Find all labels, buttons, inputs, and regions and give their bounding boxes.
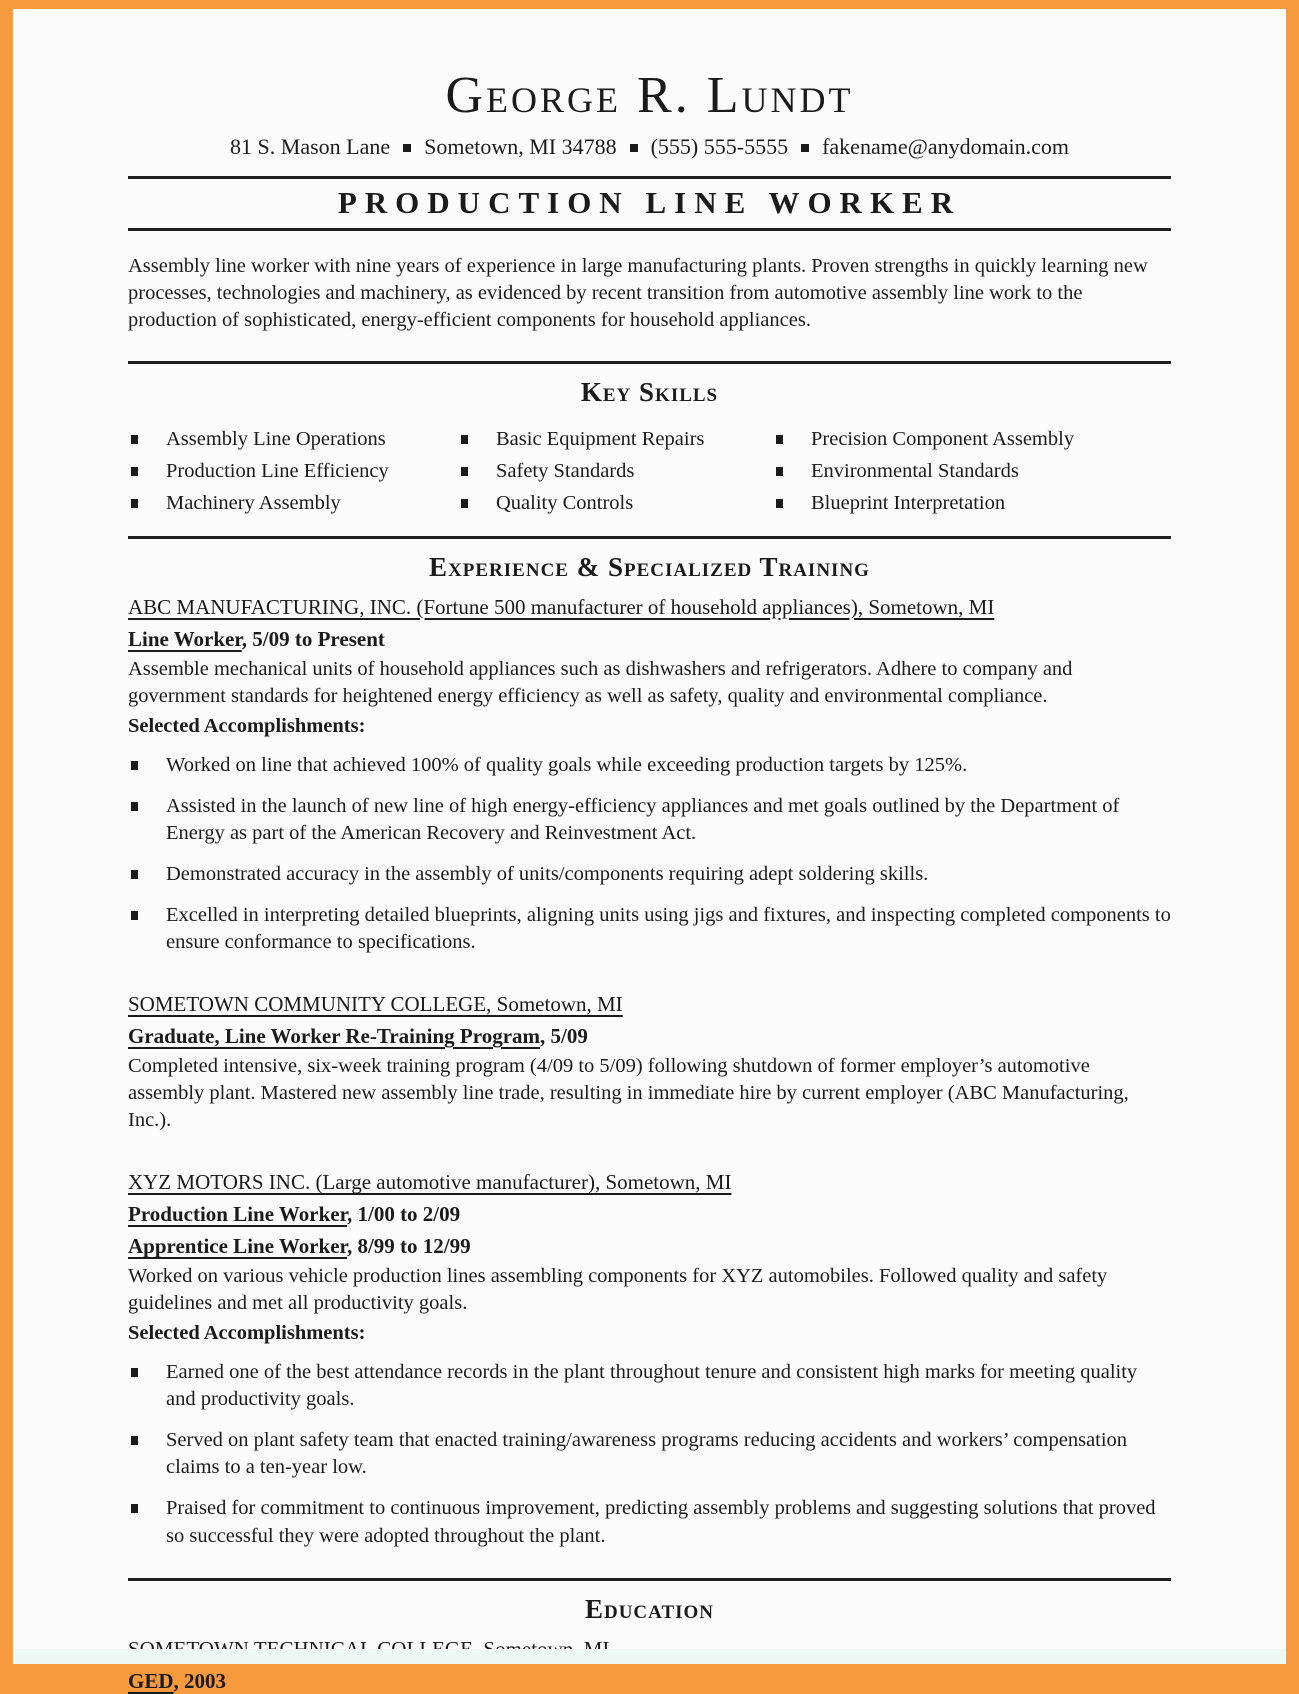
bullet-icon xyxy=(461,435,468,444)
role-line xyxy=(128,1024,1171,1049)
section-heading-experience: Experience & Specialized Training xyxy=(429,551,870,582)
skills-column xyxy=(773,420,1171,516)
role-line xyxy=(128,1202,1171,1227)
bullet-icon xyxy=(131,870,138,879)
accomplishment-text: Demonstrated accuracy in the assembly of units/components requiring adept soldering skills. xyxy=(166,862,929,885)
role-dates: , 5/09 to Present xyxy=(241,626,385,651)
skills-column xyxy=(458,420,773,516)
document-title: PRODUCTION LINE WORKER xyxy=(337,184,962,220)
person-name: George R. Lundt xyxy=(445,67,854,124)
skill-item xyxy=(773,460,1171,484)
contact-address: 81 S. Mason Lane xyxy=(230,133,391,159)
skill-label: Machinery Assembly xyxy=(166,491,341,514)
bullet-icon xyxy=(776,467,783,476)
bullet-icon xyxy=(776,435,783,444)
divider xyxy=(128,1578,1171,1581)
divider xyxy=(128,228,1171,231)
accomplishment-item xyxy=(128,793,1171,847)
role-description: Completed intensive, six-week training program (4/09 to 5/09) following shutdown of former employer’s automotive assembly plant. Mastered new assembly line trade, resulting in immediate hire by current employer (ABC Manufacturing, Inc.). xyxy=(128,1055,1129,1132)
skill-item xyxy=(773,428,1171,452)
bullet-icon xyxy=(131,802,138,811)
employer-line: ABC MANUFACTURING, INC. (Fortune 500 manufacturer of household appliances), Sometown, MI xyxy=(128,594,995,619)
skill-item xyxy=(773,492,1171,516)
skill-label: Basic Equipment Repairs xyxy=(496,427,705,450)
divider xyxy=(128,361,1171,364)
role-line xyxy=(128,1234,1171,1259)
accomplishments-label: Selected Accomplishments: xyxy=(128,714,366,737)
accomplishments-list xyxy=(128,752,1171,956)
bullet-icon xyxy=(131,911,138,920)
experience-entry xyxy=(128,992,1171,1134)
accomplishment-text: Served on plant safety team that enacted training/awareness programs reducing accidents and workers’ compensation claims to a ten-year low. xyxy=(166,1429,1128,1479)
accomplishment-item xyxy=(128,1495,1171,1549)
education-dates: , 2003 xyxy=(173,1668,227,1693)
skill-label: Production Line Efficiency xyxy=(166,459,389,482)
skill-label: Safety Standards xyxy=(496,459,635,482)
skill-item xyxy=(458,428,773,452)
scan-artifact-strip xyxy=(13,1649,1286,1664)
bullet-icon xyxy=(131,1504,138,1513)
bullet-icon xyxy=(131,1368,138,1377)
accomplishments-label: Selected Accomplishments: xyxy=(128,1322,366,1345)
role-title: Graduate, Line Worker Re-Training Program xyxy=(128,1024,541,1049)
employer-line: XYZ MOTORS INC. (Large automotive manufacturer), Sometown, MI xyxy=(128,1170,732,1195)
contact-city: Sometown, MI 34788 xyxy=(424,133,617,159)
accomplishment-text: Praised for commitment to continuous improvement, predicting assembly problems and suggesting solutions that proved so successful they were adopted throughout the plant. xyxy=(166,1497,1156,1547)
accomplishment-text: Earned one of the best attendance records in the plant throughout tenure and consistent high marks for meeting quality and productivity goals. xyxy=(166,1361,1138,1411)
bullet-separator-icon xyxy=(801,144,809,152)
role-dates: , 5/09 xyxy=(540,1024,588,1049)
bullet-icon xyxy=(131,761,138,770)
bullet-icon xyxy=(131,499,138,508)
skill-item xyxy=(458,492,773,516)
bullet-icon xyxy=(131,467,138,476)
accomplishment-text: Worked on line that achieved 100% of quality goals while exceeding production targets by 125%. xyxy=(166,753,968,776)
role-description: Assemble mechanical units of household appliances such as dishwashers and refrigerators. Adhere to company and government standards for heightened energy efficiency as well as safety, quality and environmental compliance. xyxy=(128,657,1073,707)
bullet-separator-icon xyxy=(403,144,411,152)
skill-label: Environmental Standards xyxy=(811,459,1019,482)
experience-entry xyxy=(128,595,1171,956)
role-title: Production Line Worker xyxy=(128,1202,347,1227)
key-skills-grid xyxy=(128,420,1171,516)
resume-page xyxy=(13,9,1286,1693)
employer-line: SOMETOWN COMMUNITY COLLEGE, Sometown, MI xyxy=(128,992,623,1017)
accomplishments-list xyxy=(128,1359,1171,1549)
education-degree-line xyxy=(128,1669,1171,1694)
accomplishment-item xyxy=(128,752,1171,779)
accomplishment-text: Excelled in interpreting detailed blueprints, aligning units using jigs and fixtures, and inspecting completed components to ensure conformance to specifications. xyxy=(166,903,1171,954)
section-heading-education: Education xyxy=(584,1593,715,1624)
skill-item xyxy=(128,460,458,484)
contact-line xyxy=(128,134,1171,160)
contact-email: fakename@anydomain.com xyxy=(822,133,1069,159)
skill-item xyxy=(128,428,458,452)
role-dates: , 8/99 to 12/99 xyxy=(346,1234,471,1259)
section-heading-key-skills: Key Skills xyxy=(580,376,719,407)
skills-column xyxy=(128,420,458,516)
accomplishment-item xyxy=(128,1427,1171,1481)
divider xyxy=(128,536,1171,539)
role-line xyxy=(128,627,1171,652)
summary-paragraph: Assembly line worker with nine years of experience in large manufacturing plants. Proven strengths in quickly learning new processes, technologies and machinery, as evidenced by recent transition from automotive assembly line work to the production of sophisticated, energy-efficient components for household appliances. xyxy=(128,254,1148,331)
role-description: Worked on various vehicle production lines assembling components for XYZ automobiles. Followed quality and safety guidelines and met all productivity goals. xyxy=(128,1265,1108,1315)
skill-label: Quality Controls xyxy=(496,491,634,514)
bullet-icon xyxy=(131,435,138,444)
bullet-icon xyxy=(461,499,468,508)
accomplishment-item xyxy=(128,1359,1171,1413)
accomplishment-item xyxy=(128,861,1171,888)
education-degree: GED xyxy=(128,1668,174,1693)
experience-entry xyxy=(128,1170,1171,1549)
bullet-icon xyxy=(461,467,468,476)
bullet-icon xyxy=(776,499,783,508)
role-title: Line Worker xyxy=(128,626,242,651)
bullet-icon xyxy=(131,1436,138,1445)
skill-label: Precision Component Assembly xyxy=(811,427,1075,450)
skill-item xyxy=(458,460,773,484)
skill-label: Blueprint Interpretation xyxy=(811,491,1006,514)
contact-phone: (555) 555-5555 xyxy=(650,133,789,159)
skill-item xyxy=(128,492,458,516)
role-title: Apprentice Line Worker xyxy=(128,1234,347,1259)
skill-label: Assembly Line Operations xyxy=(166,427,386,450)
accomplishment-text: Assisted in the launch of new line of high energy-efficiency appliances and met goals outlined by the Department of Energy as part of the American Recovery and Reinvestment Act. xyxy=(166,794,1120,844)
bullet-separator-icon xyxy=(630,144,638,152)
accomplishment-item xyxy=(128,902,1171,956)
role-dates: , 1/00 to 2/09 xyxy=(346,1202,461,1227)
